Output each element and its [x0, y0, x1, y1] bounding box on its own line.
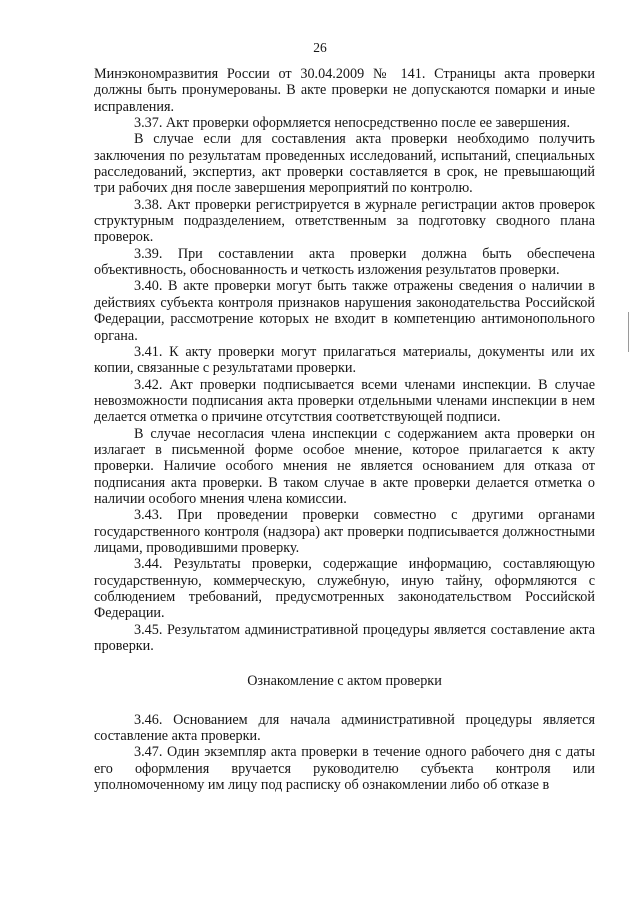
paragraph: 3.42. Акт проверки подписывается всеми членами инспекции. В случае невозможности подписания акта проверки отдельными членами инспекции в нем делается отметка о причине отсутствия соответствующей подписи.	[94, 376, 595, 426]
paragraph: 3.38. Акт проверки регистрируется в журнале регистрации актов проверок структурным подразделением, ответственным за подготовку сводного плана проверок.	[94, 196, 595, 246]
paragraph: 3.39. При составлении акта проверки должна быть обеспечена объективность, обоснованность и четкость изложения результатов проверки.	[94, 245, 595, 279]
paragraph: 3.40. В акте проверки могут быть также отражены сведения о наличии в действиях субъекта контроля признаков нарушения законодательства Российской Федерации, рассмотрение которых не входит в компетенцию антимонопольного органа.	[94, 278, 595, 344]
paragraph: 3.37. Акт проверки оформляется непосредственно после ее завершения.	[134, 115, 570, 132]
scan-edge-mark	[628, 312, 629, 352]
paragraph: 3.45. Результатом административной процедуры является составление акта проверки.	[94, 621, 595, 655]
paragraph: 3.41. К акту проверки могут прилагаться материалы, документы или их копии, связанные с результатами проверки.	[94, 343, 595, 377]
paragraph: 3.44. Результаты проверки, содержащие информацию, составляющую государственную, коммерческую, служебную, иную тайну, оформляются с соблюдением требований, предусмотренных законодательством Российской Федерации.	[94, 556, 595, 622]
paragraph: Минэкономразвития России от 30.04.2009 № 141. Страницы акта проверки должны быть пронумерованы. В акте проверки не допускаются помарки и иные исправления.	[94, 66, 595, 115]
paragraph: 3.43. При проведении проверки совместно с другими органами государственного контроля (надзора) акт проверки подписывается должностными лицами, проводившими проверку.	[94, 507, 595, 556]
section-heading: Ознакомление с актом проверки	[247, 673, 442, 690]
document-body	[94, 66, 595, 793]
paragraph: В случае несогласия члена инспекции с содержанием акта проверки он излагает в письменной форме особое мнение, которое прилагается к акту проверки. Наличие особого мнения не является основанием для отказа от подписания акта проверки. В таком случае в акте проверки делается отметка о наличии особого мнения члена комиссии.	[94, 425, 595, 507]
paragraph: 3.46. Основанием для начала административной процедуры является составление акта проверки.	[94, 711, 595, 745]
paragraph: В случае если для составления акта проверки необходимо получить заключения по результатам проведенных исследований, испытаний, специальных расследований, экспертиз, акт проверки составляется в срок, не превышающий три рабочих дня после завершения мероприятий по контролю.	[94, 131, 595, 197]
page-number: 26	[313, 40, 327, 55]
paragraph: 3.47. Один экземпляр акта проверки в течение одного рабочего дня с даты его оформления вручается руководителю субъекта контроля или уполномоченному им лицу под расписку об ознакомлении либо об отказе в	[94, 744, 595, 794]
